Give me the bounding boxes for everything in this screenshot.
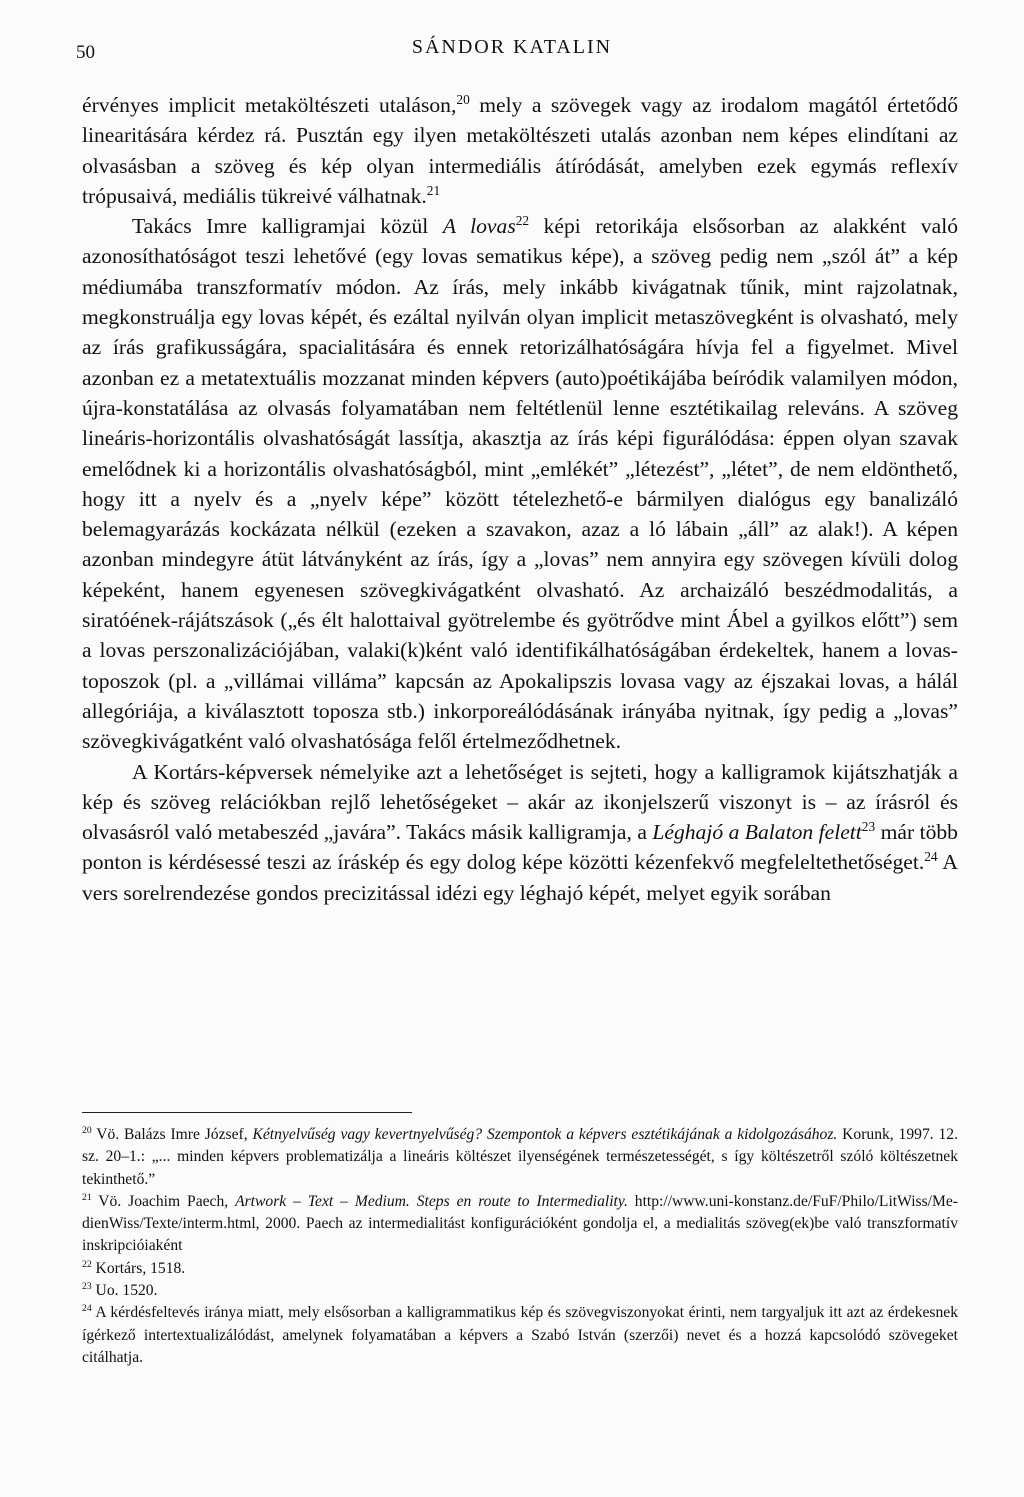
page-header <box>66 32 958 62</box>
footnote-ref-23[interactable]: 23 <box>861 818 876 834</box>
footnotes <box>82 1124 958 1369</box>
footnote-ref-21[interactable]: 21 <box>426 182 441 198</box>
footnote-22: $^{22}$ Kortárs, 1518. <box>82 1258 186 1277</box>
running-head: SÁNDOR KATALIN <box>411 36 613 58</box>
footnote-20: $^{20}$ Vö. Balázs Imre József, Kétnyelvűség vagy kevertnyelvűség? Szempontok a képvers esztétikájának a kidolgozásához. Korunk, 1997. 12. sz. 20–1.: „... minden képvers problematizálja a lineáris költészet ilyenségének természetességét, s így költészetről szóló költészetnek tekinthető.” <box>82 1124 958 1188</box>
footnote-ref-24[interactable]: 24 <box>924 849 938 865</box>
body-text <box>82 90 958 908</box>
footnote-ref-20[interactable]: 20 <box>456 91 470 107</box>
footnote-divider <box>82 1112 412 1113</box>
paragraph-3: A Kortárs-képversek némelyike azt a lehetőséget is sejteti, hogy a kalligramok kijátszhatják a kép és szöveg relációkban rejlő lehetőségeket – akár az ikonjelszerű viszonyt is – az írásról és olvasásról való metabeszéd „javára”. Takács másik kalligramja, a Léghajó a Balaton felett$^{23}$ már több ponton is kérdésessé teszi az íráskép és egy dolog képe közötti kézenfekvő megfeleltethetőséget.$^{24}$ A vers sorelrendezése gondos precizitással idézi egy léghajó képét, melyet egyik sorában <box>82 759 958 905</box>
footnote-21: $^{21}$ Vö. Joachim Paech, Artwork – Text – Medium. Steps en route to Intermediality. http://www.uni-konstanz.de/FuF/Philo/LitWiss/Me-dienWiss/Texte/interm.html, 2000. Paech az intermedialitást konfigurációként gondolja el, a medialitás szöveg(ek)be való transzformatív inskripcióiaként <box>82 1191 958 1255</box>
page-number: 50 <box>76 42 95 63</box>
paragraph-2: Takács Imre kalligramjai közül A lovas$^{22}$ képi retorikája elsősorban az alakként való azonosíthatóságot teszi lehetővé (egy lovas sematikus képe), a szöveg pedig nem „szól át” a kép médiumába transzformatív módon. Az írás, mely inkább kivágatnak tűnik, mint rajzolatnak, megkonstruálja egy lovas képét, és ezáltal nyilván olyan implicit metaszövegként is olvasható, mely az írás grafikusságára, spacialitására és ennek retorizálhatóságára hívja fel a figyelmet. Mivel azonban ez a metatextuális mozzanat minden képvers (auto)poétikájába beíródik valamilyen módon, újra-konstatálása az olvasás folyamatában nem feltétlenül lenne esztétikailag releváns. A szöveg lineáris-horizontális olvashatóságát lassítja, akasztja az írás képi figurálódása: éppen olyan szavak emelődnek ki a horizontális olvashatóságból, mint „emlékét” „létezést”, „létet”, de nem eldönthető, hogy itt a nyelv és a „nyelv képe” között tételezhető-e bármilyen dialógus egy banalizáló belemagyarázás kockázata nélkül (ezeken a szavakon, azaz a ló lábain „áll” az alak!). A képen azonban mindegyre átüt látványként az írás, így a „lovas” nem annyira egy szövegen kívüli dolog képeként, hanem egyenesen szövegkivágatként olvasható. Az archaizáló beszédmodalitás, a siratóének-rájátszások („és élt halottaival gyötrelembe és gyötrődve mint Ábel a gyilkos előtt”) sem a lovas perszonalizációjában, valaki(k)ként való identifikálhatóságában érdekeltek, hanem a lovas-toposzok (pl. a „villámai villáma” kapcsán az Apokalipszis lovasa vagy az éjszakai lovas, a hálál allegóriája, a kiválasztott toposza stb.) inkorporeálódásának irányába nyitnak, így pedig a „lovas” szövegkivágatként való olvashatósága felől értelmeződhetnek. <box>82 213 958 754</box>
work-title-leghajo: Léghajó a Balaton felett <box>652 820 862 845</box>
footnote-ref-22[interactable]: 22 <box>515 213 530 228</box>
footnote-23: $^{23}$ Uo. 1520. <box>82 1280 158 1300</box>
work-title-a-lovas: A lovas <box>442 214 516 239</box>
paragraph-1: érvényes implicit metaköltészeti utaláson,$^{20}$ mely a szövegek vagy az irodalom magától értetődő linearitására kérdez rá. Pusztán egy ilyen metaköltészeti utalás azonban nem képes elindítani az olvasásban a szöveg és kép olyan intermediális átíródását, amelyben ezek egymás reflexív trópusaivá, mediális tükreivé válhatnak.$^{21}$ <box>82 91 958 208</box>
footnote-24: $^{24}$ A kérdésfeltevés iránya miatt, mely elsősorban a kalligrammatikus kép és szövegviszonyokat érinti, nem targyaljuk itt azt az érdekesnek ígérkező intertextualizálódást, amelynek folyamatában a képvers a Szabó István (szerzői) nevet és a hozzá kapcsolódó szövegeket citálhatja. <box>82 1303 958 1366</box>
